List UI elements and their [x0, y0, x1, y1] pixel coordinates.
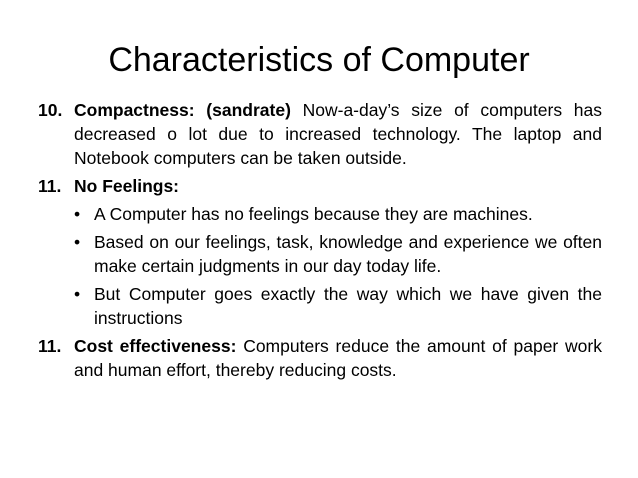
bullet-icon: • [74, 284, 81, 304]
bullet-icon: • [74, 204, 81, 224]
item-text: Now-a-day’s size of computers has decreased o lot due to increased technology. The laptop and Notebook computers can be taken outside. [74, 100, 602, 168]
item-number: 11. [38, 176, 62, 196]
slide-title: Characteristics of Computer [108, 41, 530, 79]
bullet-text: Based on our feelings, task, knowledge and experience we often make certain judgments in our day today life. [94, 232, 602, 276]
bullet-item [38, 202, 602, 226]
list-item-compactness [38, 98, 602, 170]
bullet-item [38, 230, 602, 278]
bullet-item [38, 282, 602, 330]
bullet-icon: • [74, 232, 81, 252]
slide-content [38, 98, 602, 386]
item-number: 10. [38, 100, 63, 120]
item-heading: Cost effectiveness: [74, 336, 237, 356]
list-item-cost-effectiveness [38, 334, 602, 382]
bullet-text: A Computer has no feelings because they are machines. [94, 204, 533, 224]
item-number: 11. [38, 336, 62, 356]
item-heading: No Feelings: [74, 176, 180, 196]
bullet-list [38, 202, 602, 330]
item-text: Computers reduce the amount of paper work and human effort, thereby reducing costs. [74, 336, 602, 380]
item-heading: Compactness: (sandrate) [74, 100, 291, 120]
bullet-text: But Computer goes exactly the way which we have given the instructions [94, 284, 602, 328]
list-item-no-feelings [38, 174, 602, 198]
